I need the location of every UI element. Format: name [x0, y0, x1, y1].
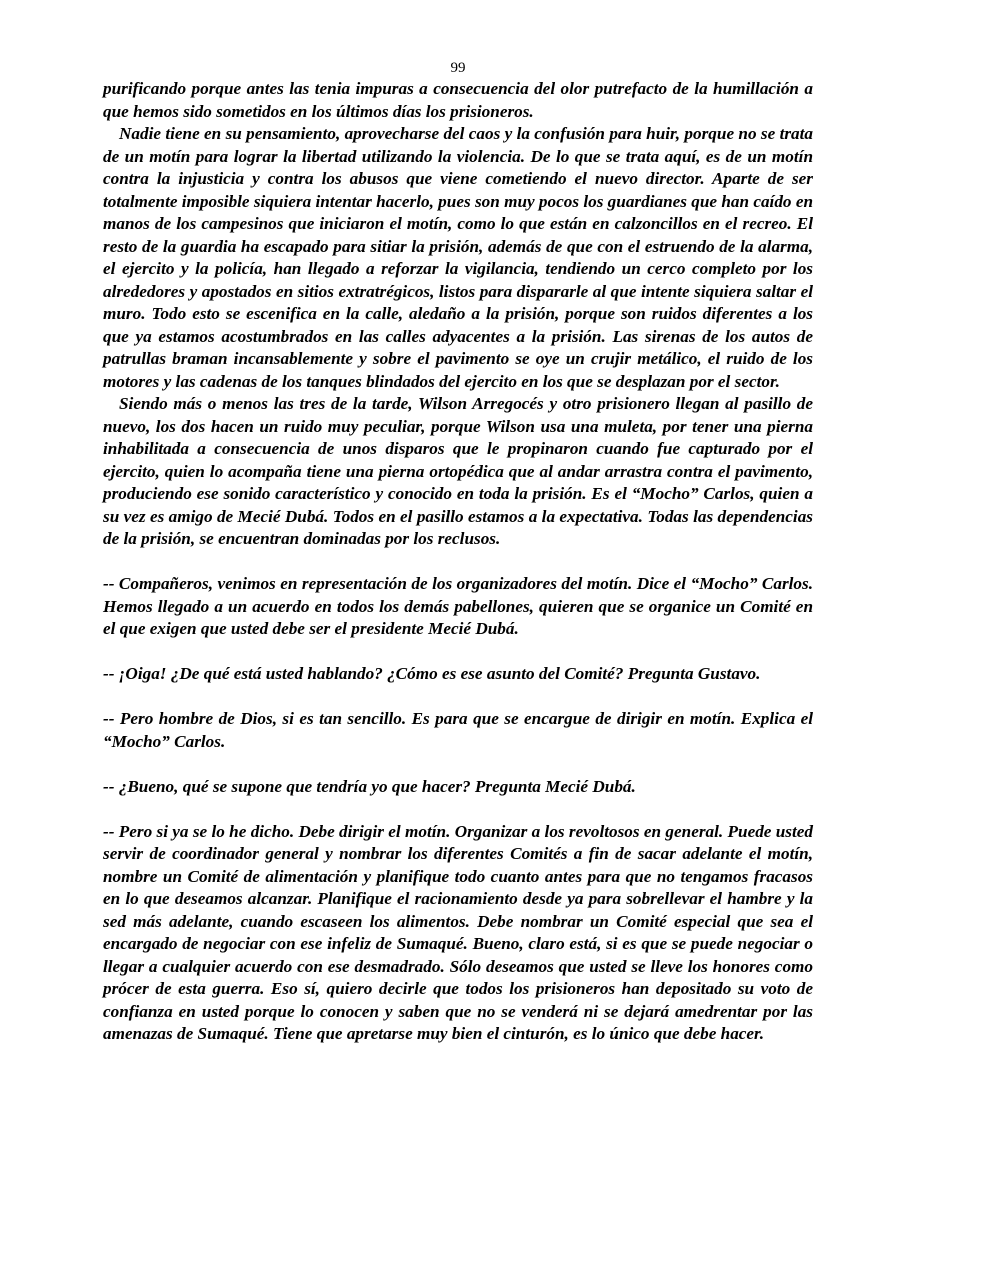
dialogue-line: -- Pero hombre de Dios, si es tan sencillo. Es para que se encargue de dirigir en motín. Explica el “Mocho” Carlos.	[103, 709, 813, 751]
paragraph-continuation: purificando porque antes las tenia impuras a consecuencia del olor putrefacto de la humillación a que hemos sido sometidos en los últimos días los prisioneros.	[103, 79, 813, 121]
dialogue-line: -- ¿Bueno, qué se supone que tendría yo que hacer? Pregunta Mecié Dubá.	[103, 776, 636, 796]
paragraph-narrative-motin: Nadie tiene en su pensamiento, aprovecharse del caos y la confusión para huir, porque no se trata de un motín para lograr la libertad utilizando la violencia. De lo que se trata aquí, es de un motín contra la injusticia y contra los abusos que viene cometiendo el nuevo director. Aparte de ser totalmente imposible siquiera intentar hacerlo, pues son muy pocos los guardianes que han caído en manos de los campesinos que iniciaron el motín, como lo que están en calzoncillos en el recreo. El resto de la guardia ha escapado para sitiar la prisión, además de que con el estruendo de la alarma, el ejercito y la policía, han llegado a reforzar la vigilancia, tendiendo un cerco completo por los alrededores y apostados en sitios extratrégicos, listos para dispararle al que intente siquiera saltar el muro. Todo esto se escenifica en la calle, aledaño a la prisión, porque son ruidos diferentes a los que ya estamos acostumbrados en las calles adyacentes a la prisión. Las sirenas de los autos de patrullas braman incansablemente y sobre el pavimento se oye un crujir metálico, el ruido de los motores y las cadenas de los tanques blindados del ejercito en los que se desplazan por el sector.	[103, 124, 814, 391]
document-page	[103, 58, 813, 1046]
dialogue-line: -- ¡Oiga! ¿De qué está usted hablando? ¿Cómo es ese asunto del Comité? Pregunta Gustavo.	[103, 664, 761, 683]
paragraph-narrative-wilson: Siendo más o menos las tres de la tarde, Wilson Arregocés y otro prisionero llegan al pasillo de nuevo, los dos hacen un ruido muy peculiar, porque Wilson usa una muleta, por tener una pierna inhabilitada a consecuencia de unos disparos que le propinaron cuando fue capturado por el ejercito, quien lo acompaña tiene una pierna ortopédica que al andar arrastra contra el pavimento, produciendo ese sonido característico y conocido en toda la prisión. Es el “Mocho” Carlos, quien a su vez es amigo de Mecié Dubá. Todos en el pasillo estamos a la expectativa. Todas las dependencias de la prisión, se encuentran dominadas por los reclusos.	[103, 394, 813, 548]
page-number: 99	[450, 60, 466, 76]
dialogue-line: -- Pero si ya se lo he dicho. Debe dirigir el motín. Organizar a los revoltosos en general. Puede usted servir de coordinador general y nombrar los diferentes Comités a fin de sacar adelante el motín, nombre un Comité de alimentación y planifique todo cuanto antes para que no tengamos fracasos en lo que deseamos alcanzar. Planifique el racionamiento desde ya para sobrellevar el hambre y la sed más adelante, cuando escaseen los alimentos. Debe nombrar un Comité especial que sea el encargado de negociar con ese infeliz de Sumaqué. Bueno, claro está, si es que se puede negociar o llegar a cualquier acuerdo con ese desmadrado. Sólo deseamos que usted se lleve los honores como prócer de esta guerra. Eso sí, quiero decirle que todos los prisioneros han depositado su voto de confianza en usted porque lo conocen y saben que no se venderá ni se dejará amedrentar por las amenazas de Sumaqué. Tiene que apretarse muy bien el cinturón, es lo único que debe hacer.	[103, 821, 813, 1043]
dialogue-line: -- Compañeros, venimos en representación de los organizadores del motín. Dice el “Mocho” Carlos. Hemos llegado a un acuerdo en todos los demás pabellones, quieren que se organice un Comité en el que exigen que usted debe ser el presidente Mecié Dubá.	[103, 574, 813, 638]
